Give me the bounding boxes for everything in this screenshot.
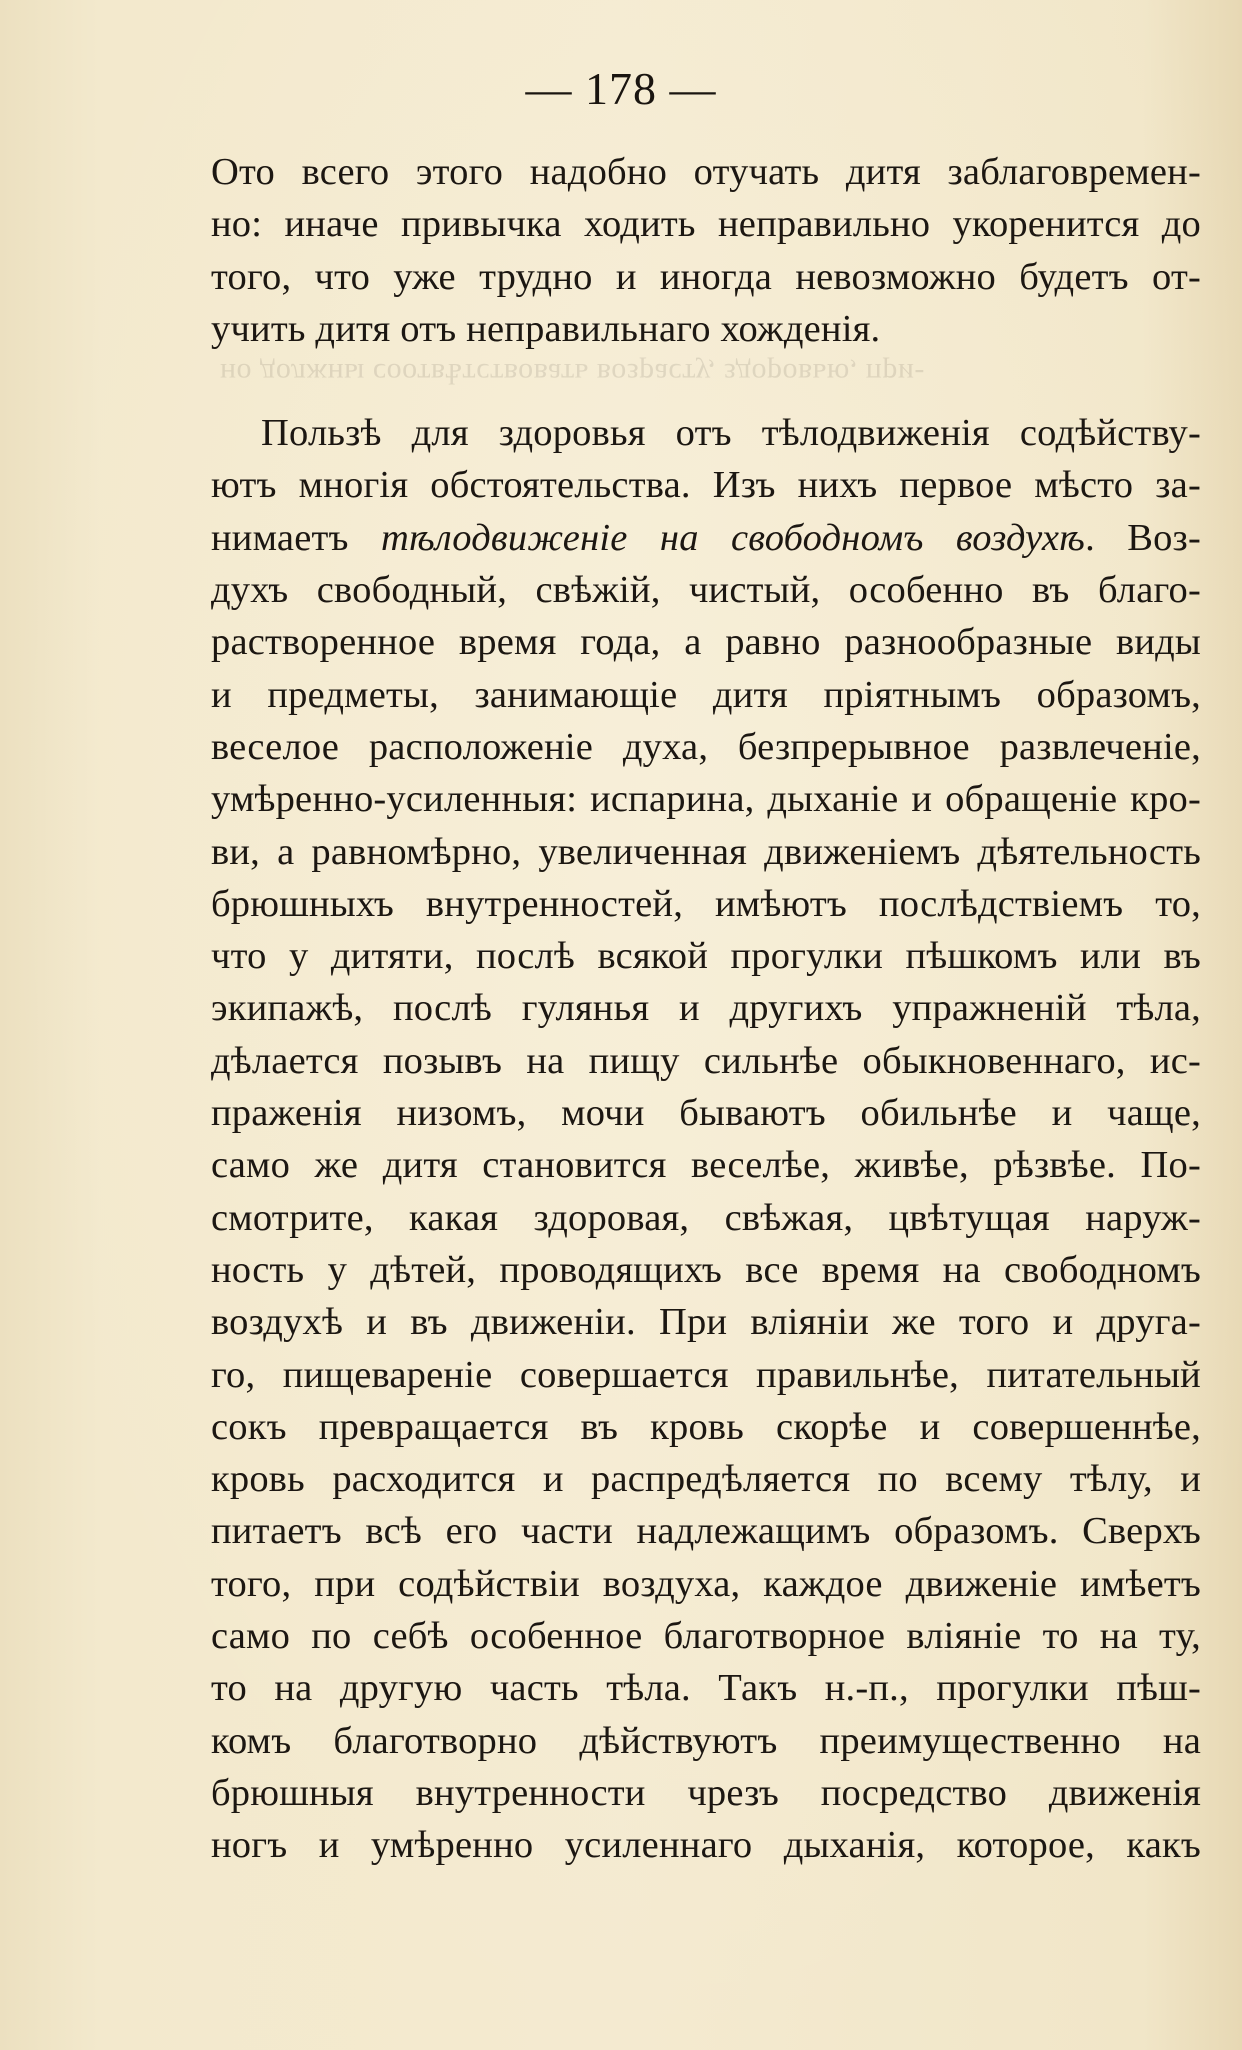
text-line: того, что уже трудно и иногда невозможно будетъ от-: [211, 255, 1201, 298]
text-line: воздухѣ и въ движеніи. При вліяніи же того и друга-: [211, 1301, 1201, 1344]
text-line: го, пищевареніе совершается правильнѣе, питательный: [211, 1353, 1201, 1396]
text-line: но: иначе привычка ходить неправильно укоренится до: [211, 203, 1201, 246]
text-run: нимаетъ: [211, 516, 349, 559]
page-number: — 178 —: [525, 63, 717, 114]
text-line: ви, а равномѣрно, увеличенная движеніемъ дѣятельность: [211, 830, 1201, 873]
text-line: праженія низомъ, мочи бываютъ обильнѣе и чаще,: [211, 1092, 1201, 1135]
body-text: [211, 146, 1201, 1872]
text-line: умѣренно-усиленныя: испарина, дыханіе и обращеніе кро-: [211, 778, 1201, 821]
text-line: учить дитя отъ неправильнаго хожденія.: [211, 307, 881, 350]
text-line: сокъ превращается въ кровь скорѣе и совершеннѣе,: [211, 1405, 1201, 1448]
show-through-text: но должны соотвѣтствовать возрасту, здоровью, при-: [220, 357, 925, 390]
emphasized-phrase: тѣлодвиженіе на свободномъ воздухѣ: [380, 516, 1086, 559]
text-line: и предметы, занимающіе дитя пріятнымъ образомъ,: [211, 673, 1201, 716]
paragraph: [211, 407, 1201, 1871]
text-run: . Воз-: [1085, 516, 1201, 559]
text-line: того, при содѣйствіи воздуха, каждое движеніе имѣетъ: [211, 1562, 1201, 1605]
text-line: то на другую часть тѣла. Такъ н.-п., прогулки пѣш-: [211, 1667, 1201, 1710]
text-line: что у дитяти, послѣ всякой прогулки пѣшкомъ или въ: [211, 935, 1201, 978]
text-line: Ото всего этого надобно отучать дитя заблаговремен-: [211, 151, 1201, 193]
text-line: дѣлается позывъ на пищу сильнѣе обыкновеннаго, ис-: [211, 1039, 1201, 1082]
text-line: экипажѣ, послѣ гулянья и другихъ упражненій тѣла,: [211, 987, 1201, 1030]
text-line: ногъ и умѣренно усиленнаго дыханія, которое, какъ: [211, 1824, 1201, 1867]
text-line: растворенное время года, а равно разнообразные виды: [211, 621, 1201, 664]
text-line: кровь расходится и распредѣляется по всему тѣлу, и: [211, 1458, 1201, 1501]
text-line: смотрите, какая здоровая, свѣжая, цвѣтущая наруж-: [211, 1196, 1201, 1239]
text-line: ность у дѣтей, проводящихъ все время на свободномъ: [211, 1248, 1201, 1291]
text-line-with-emphasis: [211, 512, 1201, 564]
paragraph-gap: [211, 355, 1201, 407]
text-line: Пользѣ для здоровья отъ тѣлодвиженія содѣйству-: [261, 412, 1201, 455]
text-line: брюшныя внутренности чрезъ посредство движенія: [211, 1771, 1201, 1814]
text-line: питаетъ всѣ его части надлежащимъ образомъ. Сверхъ: [211, 1510, 1201, 1553]
text-line: само по себѣ особенное благотворное вліяніе то на ту,: [211, 1615, 1201, 1658]
text-line: брюшныхъ внутренностей, имѣютъ послѣдствіемъ то,: [211, 882, 1201, 925]
paragraph: [211, 146, 1201, 355]
text-line: комъ благотворно дѣйствуютъ преимущественно на: [211, 1719, 1201, 1762]
text-line: веселое расположеніе духа, безпрерывное развлеченіе,: [211, 725, 1201, 768]
text-line: само же дитя становится веселѣе, живѣе, рѣзвѣе. По-: [211, 1144, 1201, 1187]
text-line: духъ свободный, свѣжій, чистый, особенно въ благо-: [211, 569, 1201, 612]
text-line: ютъ многія обстоятельства. Изъ нихъ первое мѣсто за-: [211, 464, 1201, 507]
